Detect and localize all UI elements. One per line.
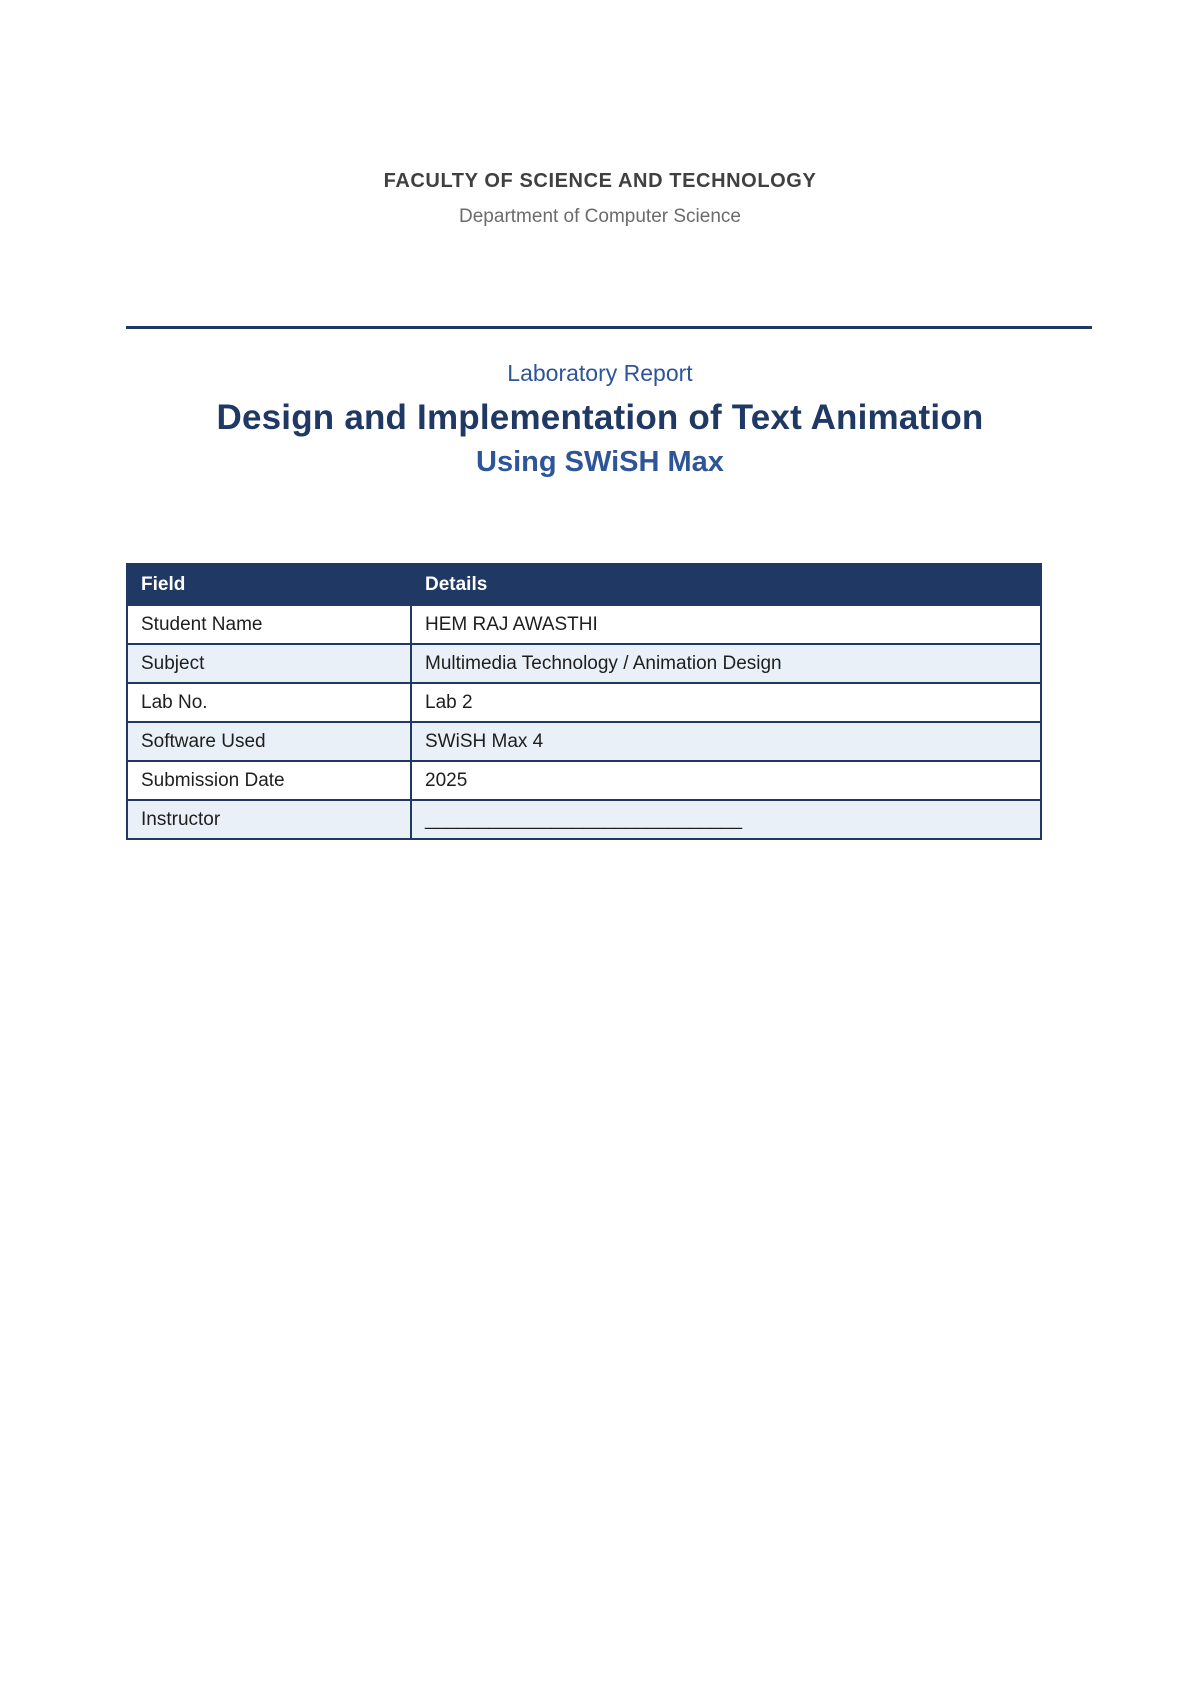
table-row [127,605,1041,644]
column-header-details: Details [411,564,1041,605]
row-value-subject: Multimedia Technology / Animation Design [411,644,1041,683]
row-value-submission-date: 2025 [411,761,1041,800]
row-field-subject: Subject [127,644,411,683]
row-value-lab-no: Lab 2 [411,683,1041,722]
row-field-instructor: Instructor [127,800,411,839]
table-row [127,722,1041,761]
row-value-software-used: SWiSH Max 4 [411,722,1041,761]
report-type-label: Laboratory Report [507,360,693,386]
column-header-field: Field [127,564,411,605]
header-divider [126,326,1092,329]
report-title: Design and Implementation of Text Animation [216,398,984,437]
row-field-software-used: Software Used [127,722,411,761]
table-row [127,683,1041,722]
report-subtitle: Using SWiSH Max [476,446,724,478]
department-name: Department of Computer Science [459,206,741,227]
row-value-instructor-blank: ______________________________ [411,800,1041,839]
row-field-student-name: Student Name [127,605,411,644]
table-row [127,644,1041,683]
report-details-table [126,563,1042,840]
row-value-student-name: HEM RAJ AWASTHI [411,605,1041,644]
faculty-name: FACULTY OF SCIENCE AND TECHNOLOGY [383,170,817,192]
row-field-lab-no: Lab No. [127,683,411,722]
table-row [127,800,1041,839]
table-row [127,761,1041,800]
row-field-submission-date: Submission Date [127,761,411,800]
table-header-row [127,564,1041,605]
